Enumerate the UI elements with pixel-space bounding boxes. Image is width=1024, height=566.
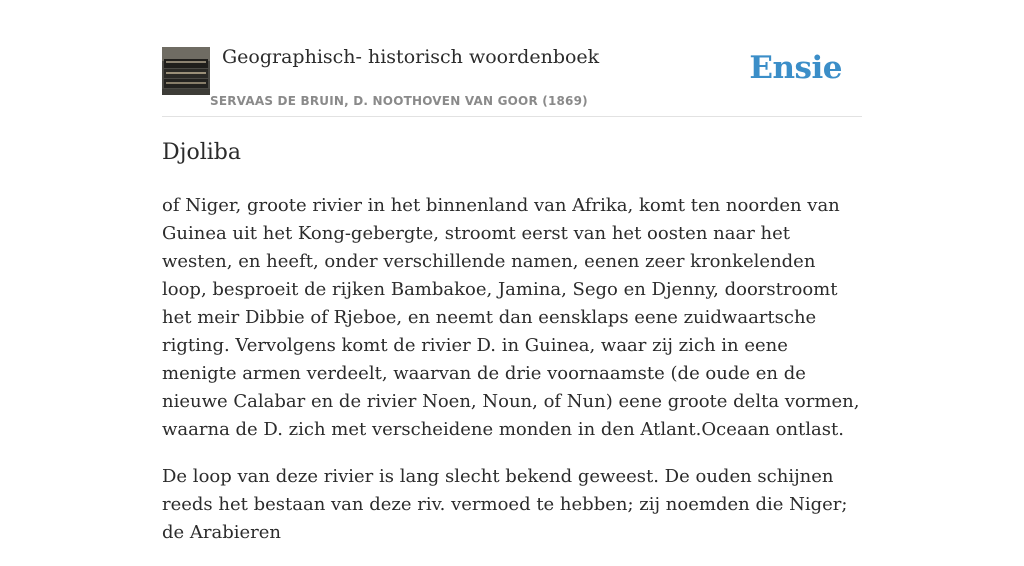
entry-body (162, 192, 864, 566)
book-authors: SERVAAS DE BRUIN, D. NOOTHOVEN VAN GOOR (1869) (210, 94, 588, 108)
entry-paragraph: De loop van deze rivier is lang slecht bekend geweest. De ouden schijnen reeds het bestaan van deze riv. vermoed te hebben; zij noemden die Niger; de Arabieren (162, 466, 848, 543)
book-header (162, 46, 862, 117)
entry-title: Djoliba (162, 140, 241, 165)
ensie-logo-link[interactable]: Ensie (749, 50, 842, 86)
entry-paragraph: of Niger, groote rivier in het binnenland van Afrika, komt ten noorden van Guinea uit het Kong-gebergte, stroomt eerst van het oosten naar het westen, en heeft, onder verschillende namen, eenen zeer kronkelenden loop, besproeit de rijken Bambakoe, Jamina, Sego en Djenny, doorstroomt het meir Dibbie of Rjeboe, en neemt dan eensklaps eene zuidwaartsche rigting. Vervolgens komt de rivier D. in Guinea, waar zij zich in eene menigte armen verdeelt, waarvan de drie voornaamste (de oude en de nieuwe Calabar en de rivier Noen, Noun, of Nun) eene groote delta vormen, waarna de D. zich met verscheidene monden in den Atlant.Oceaan ontlast. (162, 195, 860, 440)
book-title[interactable]: Geographisch- historisch woordenboek (222, 46, 600, 68)
book-cover-icon[interactable] (162, 47, 210, 95)
